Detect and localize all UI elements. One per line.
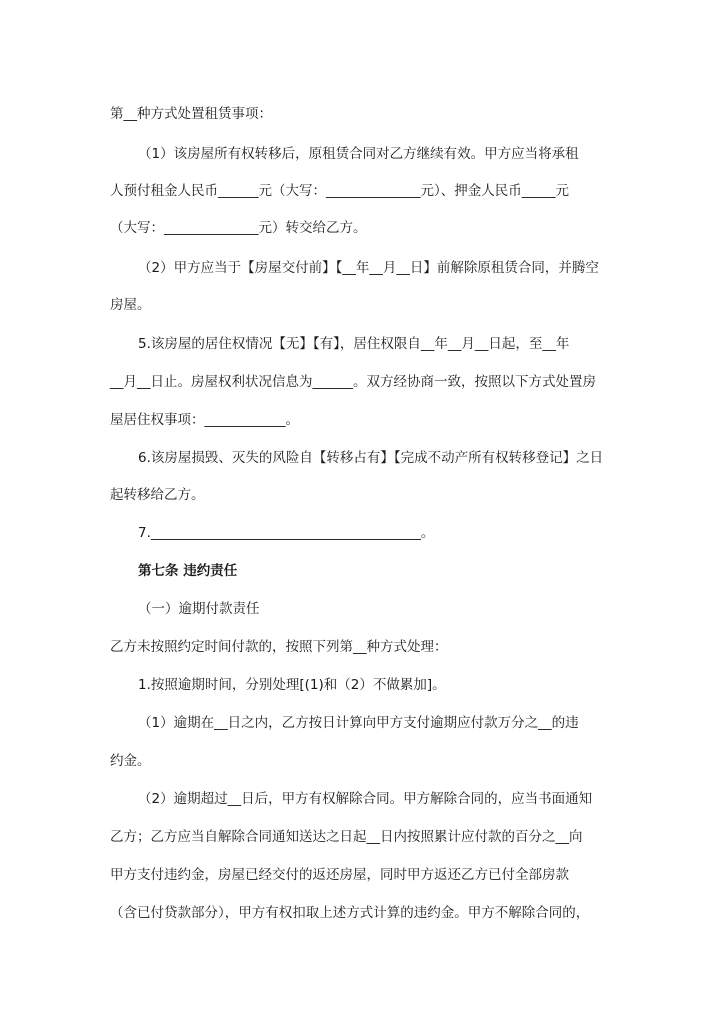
- text-line-19: （2）逾期超过__日后，甲方有权解除合同。甲方解除合同的，应当书面通知: [138, 791, 593, 807]
- text-line-6: 房屋。: [110, 297, 151, 313]
- text-line-22: （含已付贷款部分），甲方有权扣取上述方式计算的违约金。甲方不解除合同的，: [110, 905, 590, 921]
- text-line-17: （1）逾期在__日之内，乙方按日计算向甲方支付逾期应付款万分之__的违: [138, 715, 579, 731]
- subsection-heading: （一）逾期付款责任: [138, 601, 260, 617]
- text-line-15: 乙方未按照约定时间付款的，按照下列第__种方式处理：: [110, 639, 448, 655]
- text-line-7: 5.该房屋的居住权情况【无】【有】，居住权限自__年__月__日起，至__年: [138, 336, 570, 352]
- section-heading: 第七条 违约责任: [138, 563, 238, 579]
- text-line-1: 第__种方式处置租赁事项：: [110, 106, 272, 122]
- text-line-9: 屋居住权事项：____________。: [110, 412, 299, 428]
- text-line-20: 乙方；乙方应当自解除合同通知送达之日起__日内按照累计应付款的百分之__向: [110, 829, 583, 845]
- text-line-16: 1.按照逾期时间，分别处理[(1)和（2）不做累加]。: [138, 677, 446, 693]
- text-line-11: 起转移给乙方。: [110, 487, 205, 503]
- text-line-3: 人预付租金人民币______元（大写：______________元）、押金人民币_____元: [110, 183, 569, 199]
- text-line-12: 7.________________________________________。: [138, 525, 435, 541]
- text-line-4: （大写：______________元）转交给乙方。: [110, 220, 367, 236]
- text-line-5: （2）甲方应当于【房屋交付前】【__年__月__日】前解除原租赁合同，并腾空: [138, 260, 599, 276]
- text-line-10: 6.该房屋损毁、灭失的风险自【转移占有】【完成不动产所有权转移登记】之日: [138, 450, 604, 466]
- text-line-2: （1）该房屋所有权转移后，原租赁合同对乙方继续有效。甲方应当将承租: [138, 146, 579, 162]
- text-line-8: __月__日止。房屋权利状况信息为______。双方经协商一致，按照以下方式处置房: [110, 374, 596, 390]
- text-line-21: 甲方支付违约金，房屋已经交付的返还房屋，同时甲方返还乙方已付全部房款: [110, 867, 569, 883]
- text-line-18: 约金。: [110, 753, 151, 769]
